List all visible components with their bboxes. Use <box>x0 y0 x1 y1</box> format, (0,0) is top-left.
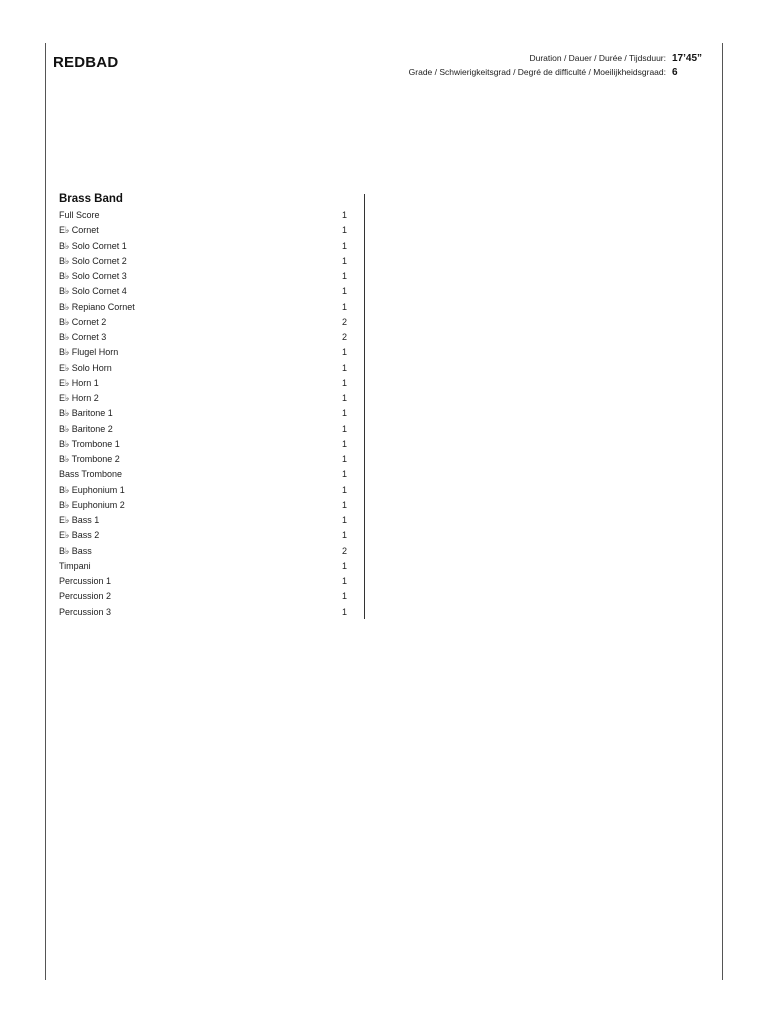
instrument-quantity: 1 <box>341 408 347 419</box>
instrument-row <box>59 376 347 391</box>
instrument-name: Percussion 3 <box>59 606 112 617</box>
instrument-quantity: 2 <box>341 316 347 327</box>
instrument-name: B♭ Solo Cornet 4 <box>59 286 127 297</box>
instrument-quantity: 1 <box>341 347 347 358</box>
instrument-row <box>59 284 347 299</box>
instrument-row <box>59 422 347 437</box>
instrument-row <box>59 345 347 360</box>
instrument-name: B♭ Cornet 3 <box>59 332 107 342</box>
instrument-row <box>59 437 347 452</box>
instrument-quantity: 1 <box>341 576 347 586</box>
instrument-quantity: 2 <box>341 545 347 556</box>
instrument-name: B♭ Baritone 1 <box>59 408 113 419</box>
instrument-row <box>59 300 347 315</box>
instrument-name: Bass Trombone <box>59 469 123 480</box>
instrument-quantity: 1 <box>341 362 347 373</box>
instrument-quantity: 2 <box>341 332 347 342</box>
instrument-quantity: 1 <box>341 393 347 403</box>
instrument-row <box>59 208 347 223</box>
column-divider <box>364 194 365 619</box>
instrument-quantity: 1 <box>341 438 347 449</box>
instrument-quantity: 1 <box>341 469 347 480</box>
instrument-row <box>59 498 347 513</box>
instrument-name: B♭ Solo Cornet 3 <box>59 271 127 281</box>
instrument-quantity: 1 <box>341 591 347 602</box>
instrument-name: E♭ Cornet <box>59 225 99 236</box>
instrument-name: B♭ Repiano Cornet <box>59 301 135 312</box>
instrument-quantity: 1 <box>341 484 347 495</box>
instrument-row <box>59 589 347 604</box>
instrument-quantity: 1 <box>341 423 347 434</box>
instrument-quantity: 1 <box>341 560 347 571</box>
instrument-quantity: 1 <box>341 271 347 281</box>
instrument-name: Timpani <box>59 560 91 571</box>
instrument-quantity: 1 <box>341 240 347 251</box>
instrument-name: B♭ Solo Cornet 1 <box>59 240 127 251</box>
instrument-row <box>59 605 347 620</box>
instrument-row <box>59 559 347 574</box>
page-title: REDBAD <box>53 54 119 71</box>
instrument-name: Percussion 2 <box>59 591 112 602</box>
instrument-row <box>59 269 347 284</box>
instrument-quantity: 1 <box>341 515 347 525</box>
instrument-quantity: 1 <box>341 301 347 312</box>
instrument-row <box>59 315 347 330</box>
instrument-name: E♭ Bass 1 <box>59 515 100 525</box>
instrument-row <box>59 330 347 345</box>
instrument-row <box>59 452 347 467</box>
instrument-row <box>59 483 347 498</box>
grade-value: 6 <box>672 67 678 78</box>
instrument-name: B♭ Trombone 1 <box>59 438 120 449</box>
instrument-row <box>59 223 347 238</box>
instrument-name: B♭ Baritone 2 <box>59 423 113 434</box>
instrument-row <box>59 239 347 254</box>
instrument-name: B♭ Euphonium 1 <box>59 484 125 495</box>
instrument-name: Percussion 1 <box>59 576 112 586</box>
instrument-quantity: 1 <box>341 377 347 388</box>
instrument-name: E♭ Bass 2 <box>59 530 100 541</box>
instrument-quantity: 1 <box>341 606 347 617</box>
instrument-row <box>59 574 347 589</box>
instrument-name: E♭ Horn 1 <box>59 377 99 388</box>
instrument-name: E♭ Horn 2 <box>59 393 99 403</box>
instrument-quantity: 1 <box>341 210 347 220</box>
instrument-list <box>59 208 365 620</box>
instrument-row <box>59 254 347 269</box>
page-border-right <box>722 43 723 980</box>
instrument-quantity: 1 <box>341 499 347 510</box>
grade-label: Grade / Schwierigkeitsgrad / Degré de difficulté / Moeilijkheidsgraad: <box>408 67 666 77</box>
instrument-row <box>59 391 347 406</box>
instrument-name: B♭ Bass <box>59 545 92 556</box>
instrument-name: B♭ Euphonium 2 <box>59 499 125 510</box>
instrument-row <box>59 361 347 376</box>
instrument-row <box>59 406 347 421</box>
instrument-name: B♭ Cornet 2 <box>59 316 107 327</box>
duration-row <box>529 53 704 64</box>
instrument-row <box>59 513 347 528</box>
instrument-quantity: 1 <box>341 454 347 464</box>
instrument-quantity: 1 <box>341 255 347 266</box>
instrument-name: Full Score <box>59 210 100 220</box>
duration-value: 17’45” <box>672 53 703 64</box>
section-heading: Brass Band <box>59 193 123 205</box>
instrument-quantity: 1 <box>341 225 347 236</box>
instrument-name: E♭ Solo Horn <box>59 362 112 373</box>
instrument-name: B♭ Trombone 2 <box>59 454 120 464</box>
instrumentation-section <box>59 192 365 620</box>
instrument-row <box>59 467 347 482</box>
instrument-row <box>59 528 347 543</box>
grade-row <box>409 67 704 78</box>
instrument-quantity: 1 <box>341 286 347 297</box>
instrument-row <box>59 544 347 559</box>
instrument-quantity: 1 <box>341 530 347 541</box>
instrument-name: B♭ Flugel Horn <box>59 347 119 358</box>
instrument-name: B♭ Solo Cornet 2 <box>59 255 127 266</box>
duration-label: Duration / Dauer / Durée / Tijdsduur: <box>529 53 666 63</box>
page-border-left <box>45 43 46 980</box>
